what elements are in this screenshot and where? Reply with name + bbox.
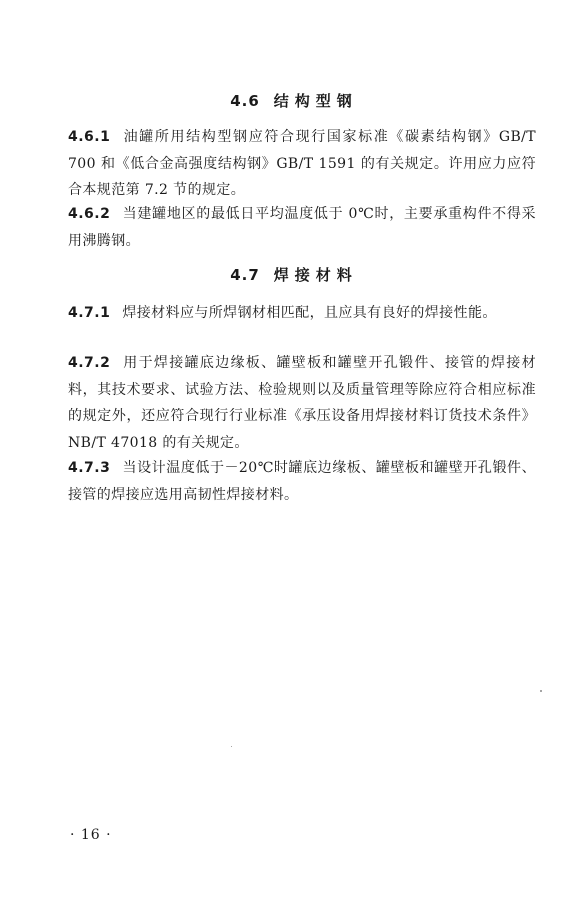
clause-4-7-2 (68, 350, 536, 456)
clause-4-7-3 (68, 455, 536, 508)
section-title: 焊接材料 (273, 266, 358, 284)
section-title: 结构型钢 (273, 92, 358, 110)
page-number: · 16 · (70, 827, 112, 843)
clause-number: 4.7.1 (68, 305, 111, 321)
clause-4-6-2 (68, 201, 536, 254)
clause-number: 4.6.1 (68, 129, 111, 145)
clause-text: 用于焊接罐底边缘板、罐壁板和罐壁开孔锻件、接管的焊接材料，其技术要求、试验方法、检验规则以及质量管理等除应符合相应标准的规定外，还应符合现行行业标准《承压设备用焊接材料订货技术条件》NB/T 47018 的有关规定。 (68, 355, 536, 451)
clause-4-6-1 (68, 124, 536, 204)
section-heading-4-6 (0, 90, 588, 111)
scan-speck (540, 690, 542, 692)
clause-text: 当设计温度低于－20℃时罐底边缘板、罐壁板和罐壁开孔锻件、接管的焊接应选用高韧性焊接材料。 (68, 460, 536, 503)
clause-number: 4.7.3 (68, 460, 111, 476)
section-number: 4.6 (230, 92, 260, 110)
clause-number: 4.6.2 (68, 206, 111, 222)
clause-4-7-1 (68, 300, 536, 327)
clause-text: 油罐所用结构型钢应符合现行国家标准《碳素结构钢》GB/T 700 和《低合金高强度结构钢》GB/T 1591 的有关规定。许用应力应符合本规范第 7.2 节的规定。 (68, 129, 536, 198)
clause-number: 4.7.2 (68, 355, 111, 371)
scan-speck (231, 746, 232, 747)
section-heading-4-7 (0, 264, 588, 285)
section-number: 4.7 (230, 266, 260, 284)
clause-text: 当建罐地区的最低日平均温度低于 0℃时，主要承重构件不得采用沸腾钢。 (68, 206, 536, 249)
clause-text: 焊接材料应与所焊钢材相匹配，且应具有良好的焊接性能。 (122, 305, 497, 321)
